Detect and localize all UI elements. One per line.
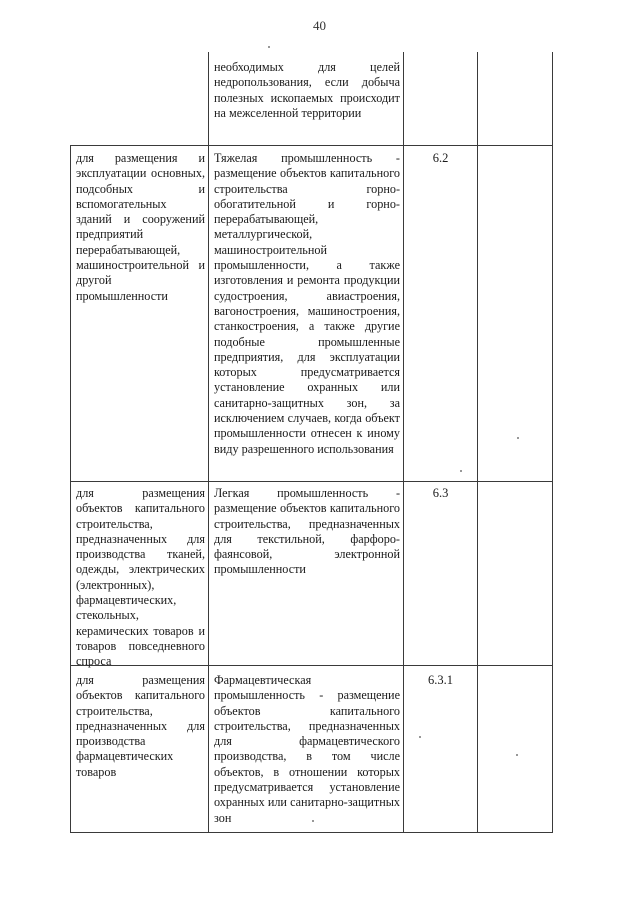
table-cell-purpose: для размещения объектов капитального строительства, предназначенных для производства тканей, одежды, электрических (электронных), фармацевтических, стекольных, керамических товаров и товаров повседневного спроса: [76, 486, 205, 669]
scan-speck: [460, 470, 462, 472]
table-cell-description: необходимых для целей недропользования, если добыча полезных ископаемых происходит на межселенной территории: [214, 60, 400, 120]
scan-speck: [517, 437, 519, 439]
table-cell-code: 6.2: [432, 151, 449, 165]
table-cell-description: Фармацевтическая промышленность - размещение объектов капитального строительства, предназначенных для фармацевтического производства, в том числе объектов, в отношении которых предусматривается установление охранных или санитарно-защитных зон: [214, 673, 400, 825]
table-cell-code: 6.3: [432, 486, 449, 500]
page-number: 40: [313, 18, 326, 33]
table-cell-description: Легкая промышленность - размещение объектов капитального строительства, предназначенных для текстильной, фарфоро-фаянсовой, электронной промышленности: [214, 486, 400, 577]
scan-speck: [419, 736, 421, 738]
table-column-divider-1: [208, 52, 209, 833]
table-column-divider-3: [477, 52, 478, 833]
scan-speck: [312, 820, 314, 822]
table-border-left: [70, 145, 71, 833]
table-cell-purpose: для размещения объектов капитального строительства, предназначенных для производства фармацевтических товаров: [76, 673, 205, 779]
table-column-divider-2: [403, 52, 404, 833]
table-row-divider-2: [70, 481, 553, 482]
table-cell-code: 6.3.1: [428, 673, 453, 687]
table-row-divider-1: [70, 145, 553, 146]
table-cell-purpose: для размещения и эксплуатации основных, подсобных и вспомогательных зданий и сооружений предприятий перерабатывающей, машиностроительной и другой промышленности: [76, 151, 205, 303]
table-border-bottom: [70, 832, 553, 833]
scan-speck: [268, 46, 270, 48]
scan-speck: [516, 754, 518, 756]
table-cell-description: Тяжелая промышленность - размещение объектов капитального строительства горно-обогатительной и горно-перерабатывающей, металлургической, машиностроительной промышленности, а также изготовления и ремонта продукции судостроения, авиастроения, вагоностроения, машиностроения, станкостроения, а также другие подобные промышленные предприятия, для эксплуатации которых предусматривается установление охранных или санитарно-защитных зон, за исключением случаев, когда объект промышленности отнесен к иному виду разрешенного использования: [214, 151, 400, 456]
table-border-right: [552, 52, 553, 833]
